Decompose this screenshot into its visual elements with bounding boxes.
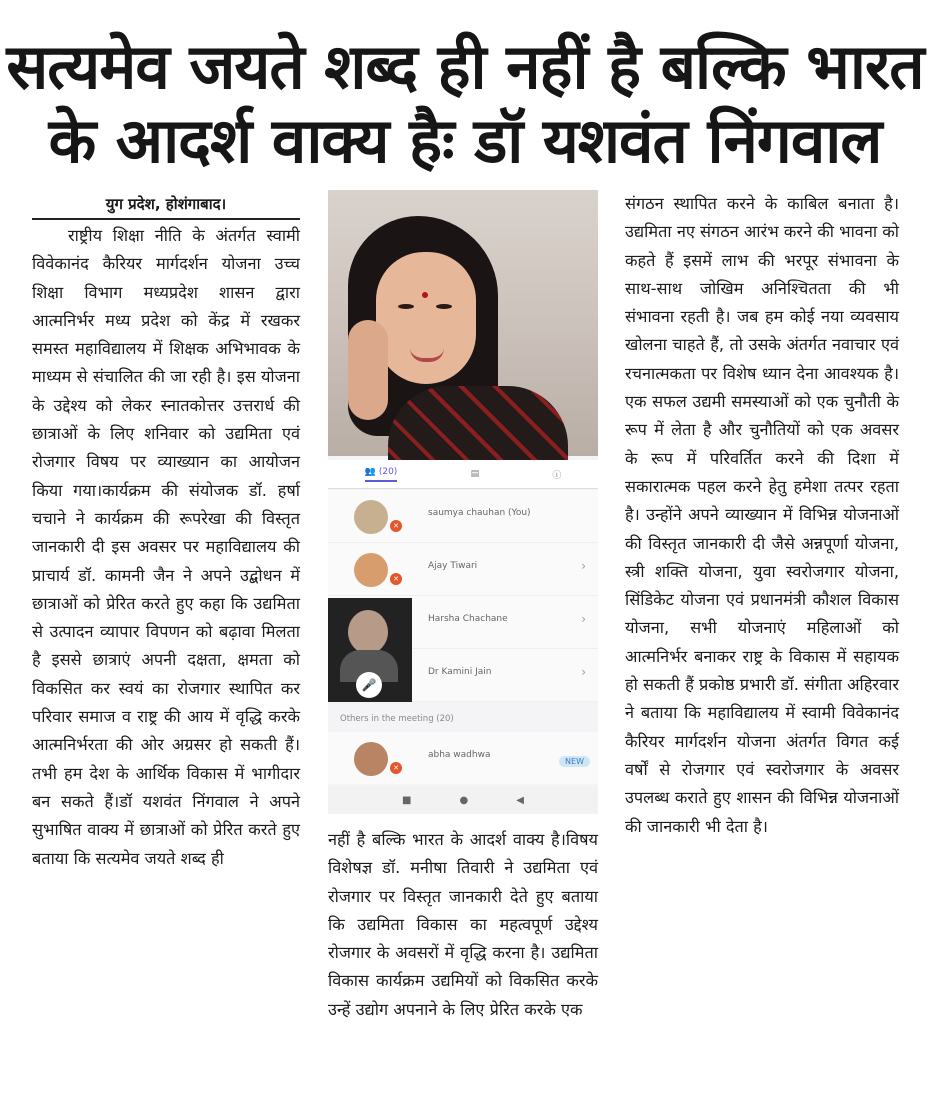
new-badge: NEW <box>559 756 590 767</box>
meeting-tabs <box>328 460 598 489</box>
byline: युग प्रदेश, होशंगाबाद। <box>32 192 300 220</box>
tab-people <box>365 467 398 482</box>
participant-name: Dr Kamini Jain <box>428 667 492 677</box>
woman-face <box>376 252 476 384</box>
eye-right <box>436 304 452 309</box>
mic-off-icon: ✕ <box>390 762 402 774</box>
column-3-text: संगठन स्थापित करने के काबिल बनाता है। उद्यमिता नए संगठन आरंभ करने की भावना को कहते हैं इसमें लाभ की भरपूर संभावना के साथ-साथ जोखिम अनिश्चितता की भी संभावना रहती है। जब हम कोई नया व्यवसाय खोलना चाहते हैं, तो उसके अंतर्गत नवाचार एवं रचनात्मकता पर विशेष ध्यान देना आवश्यक है। एक सफल उद्यमी समस्याओं को एक चुनौती के रूप में लेता है और चुनौतियों को एक अवसर के रूप में परिवर्तित करने की दिशा में सकारात्मक पहल करने हेतु हमेशा तत्पर रहता है। उन्होंने अपने व्याख्यान में विभिन्न योजनाओं की विस्तृत जानकारी दी जैसे अन्नपूर्णा योजना, स्त्री शक्ति योजना, युवा स्वरोजगार योजना, सिंडिकेट योजना एवं प्रधानमंत्री कौशल विकास योजना, सभी योजनाएं महिलाओं को आत्मनिर्भर बनाकर राष्ट्र के विकास में सहायक हो सकती हैं प्रकोष्ठ प्रभारी डॉ. संगीता अहिरवार ने बताया कि महाविद्यालय में स्वामी विवेकानंद कैरियर मार्गदर्शन योजना अंतर्गत विगत कई वर्षों से रोजगार एवं स्वरोजगार के अवसर उपलब्ध कराते हुए शासन की विभिन्न योजनाओं की जानकारी भी देता है। <box>625 194 899 836</box>
mic-off-icon: ✕ <box>390 573 402 585</box>
meeting-screenshot-photo <box>328 190 598 814</box>
tab-chat <box>471 469 480 479</box>
chevron-right-icon: › <box>581 665 586 679</box>
saree <box>388 386 568 466</box>
android-nav-bar <box>328 786 598 814</box>
headline <box>0 30 930 178</box>
pip-face <box>348 610 388 654</box>
article-column-3 <box>625 190 899 841</box>
headline-line-1: सत्यमेव जयते शब्द ही नहीं है बल्कि भारत <box>6 30 924 103</box>
tab-info <box>552 468 561 481</box>
chevron-right-icon: › <box>581 612 586 626</box>
article-column-2 <box>328 826 598 1024</box>
eye-left <box>398 304 414 309</box>
home-icon: ● <box>459 794 469 806</box>
article-column-1 <box>32 192 300 873</box>
participant-name: abha wadhwa <box>428 750 491 760</box>
mouth <box>410 348 444 362</box>
chat-icon: ▤ <box>470 469 480 479</box>
avatar <box>354 553 388 587</box>
hand <box>348 320 388 420</box>
headline-line-2: के आदर्श वाक्य हैः डॉ यशवंत निंगवाल <box>48 104 882 177</box>
mic-off-icon: ✕ <box>390 520 402 532</box>
chevron-right-icon: › <box>581 559 586 573</box>
self-video-tile <box>328 598 412 702</box>
column-2-text: नहीं है बल्कि भारत के आदर्श वाक्य है।विषय विशेषज्ञ डॉ. मनीषा तिवारी ने उद्यमिता एवं रोजगार पर विस्तृत जानकारी देते हुए बताया कि उद्यमिता विकास का महत्वपूर्ण उद्देश्य रोजगार के अवसरों में वृद्धि करना है। उद्यमिता विकास कार्यक्रम उद्यमियों को विकसित करके उन्हें उद्योग अपनाने के लिए प्रेरित करके एक <box>328 830 598 1019</box>
microphone-icon: 🎤 <box>356 672 382 698</box>
list-item <box>328 732 598 784</box>
others-heading: Others in the meeting (20) <box>340 714 454 724</box>
video-feed <box>328 190 598 456</box>
participant-name: Ajay Tiwari <box>428 561 478 571</box>
participant-name: saumya chauhan (You) <box>428 508 531 518</box>
recents-icon: ■ <box>402 794 412 806</box>
tab-people-count: (20) <box>378 466 398 477</box>
participant-name: Harsha Chachane <box>428 614 508 624</box>
avatar <box>354 500 388 534</box>
avatar <box>354 742 388 776</box>
back-icon: ◀ <box>516 794 524 806</box>
list-item <box>328 490 598 543</box>
list-item <box>328 543 598 596</box>
column-1-text: राष्ट्रीय शिक्षा नीति के अंतर्गत स्वामी विवेकानंद कैरियर मार्गदर्शन योजना उच्च शिक्षा विभाग मध्यप्रदेश शासन द्वारा आत्मनिर्भर मध्य प्रदेश को केंद्र में रखकर समस्त महाविद्यालय में शिक्षक अभिभावक के माध्यम से संचालित की जा रही है। इस योजना के उद्देश्य को लेकर स्नातकोत्तर उत्तरार्ध की छात्राओं के लिए शनिवार को उद्यमिता एवं रोजगार विषय पर व्याख्यान का आयोजन किया गया।कार्यक्रम की संयोजक डॉ. हर्षा चचाने ने कार्यक्रम की रूपरेखा की विस्तृत जानकारी दी इस अवसर पर महाविद्यालय की प्राचार्य डॉ. कामनी जैन ने अपने उद्बोधन में छात्राओं को प्रेरित करते हुए कहा कि उद्यमिता से उत्पादन व्यापार विपणन को बढ़ावा मिलता है इससे छात्राएं अपनी दक्षता, क्षमता को विकसित कर स्वयं का रोजगार स्थापित कर परिवार समाज व राष्ट्र की आय में वृद्धि करके आत्मनिर्भरता की ओर अग्रसर हो सकती हैं। तभी हम देश के आर्थिक विकास में भागीदार बन सकते हैं।डॉ यशवंत निंगवाल ने अपने सुभाषित वाक्य में छात्राओं को प्रेरित करते हुए बताया कि सत्यमेव जयते शब्द ही <box>32 226 300 868</box>
info-icon: ⓘ <box>552 470 562 481</box>
bindi <box>422 292 428 298</box>
people-icon: 👥 <box>364 466 376 477</box>
